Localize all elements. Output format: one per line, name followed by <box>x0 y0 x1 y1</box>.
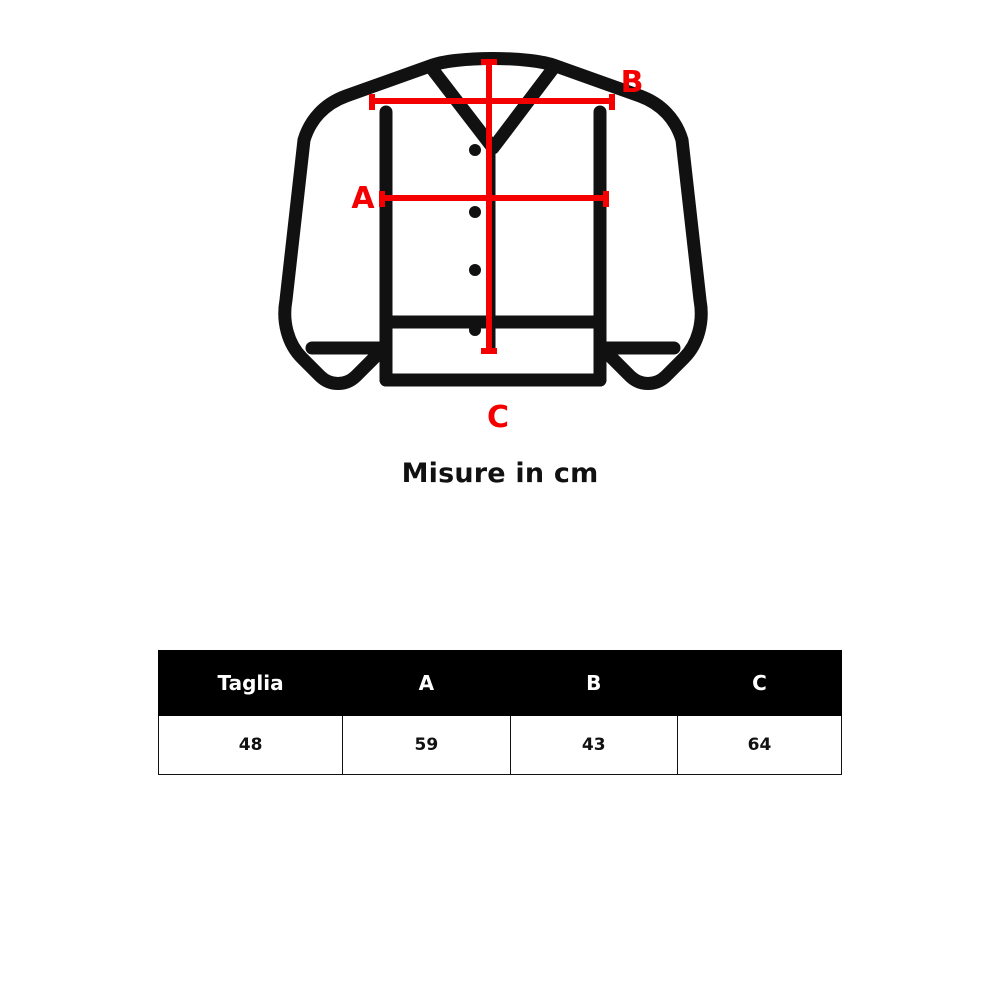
cardigan-outline <box>285 59 701 384</box>
cell-c: 64 <box>677 716 841 775</box>
diagram-caption: Misure in cm <box>401 458 599 489</box>
size-chart-table <box>158 650 842 775</box>
cell-b: 43 <box>510 716 677 775</box>
cardigan-illustration <box>0 0 1000 460</box>
column-header-a: A <box>343 651 510 716</box>
table-row <box>159 716 842 775</box>
column-header-taglia: Taglia <box>159 651 343 716</box>
column-header-c: C <box>677 651 841 716</box>
table-header-row <box>159 651 842 716</box>
column-header-b: B <box>510 651 677 716</box>
measure-label-b: B <box>620 65 644 100</box>
measure-label-a: A <box>351 181 375 216</box>
measure-label-c: C <box>486 400 510 435</box>
cell-a: 59 <box>343 716 510 775</box>
cell-taglia: 48 <box>159 716 343 775</box>
